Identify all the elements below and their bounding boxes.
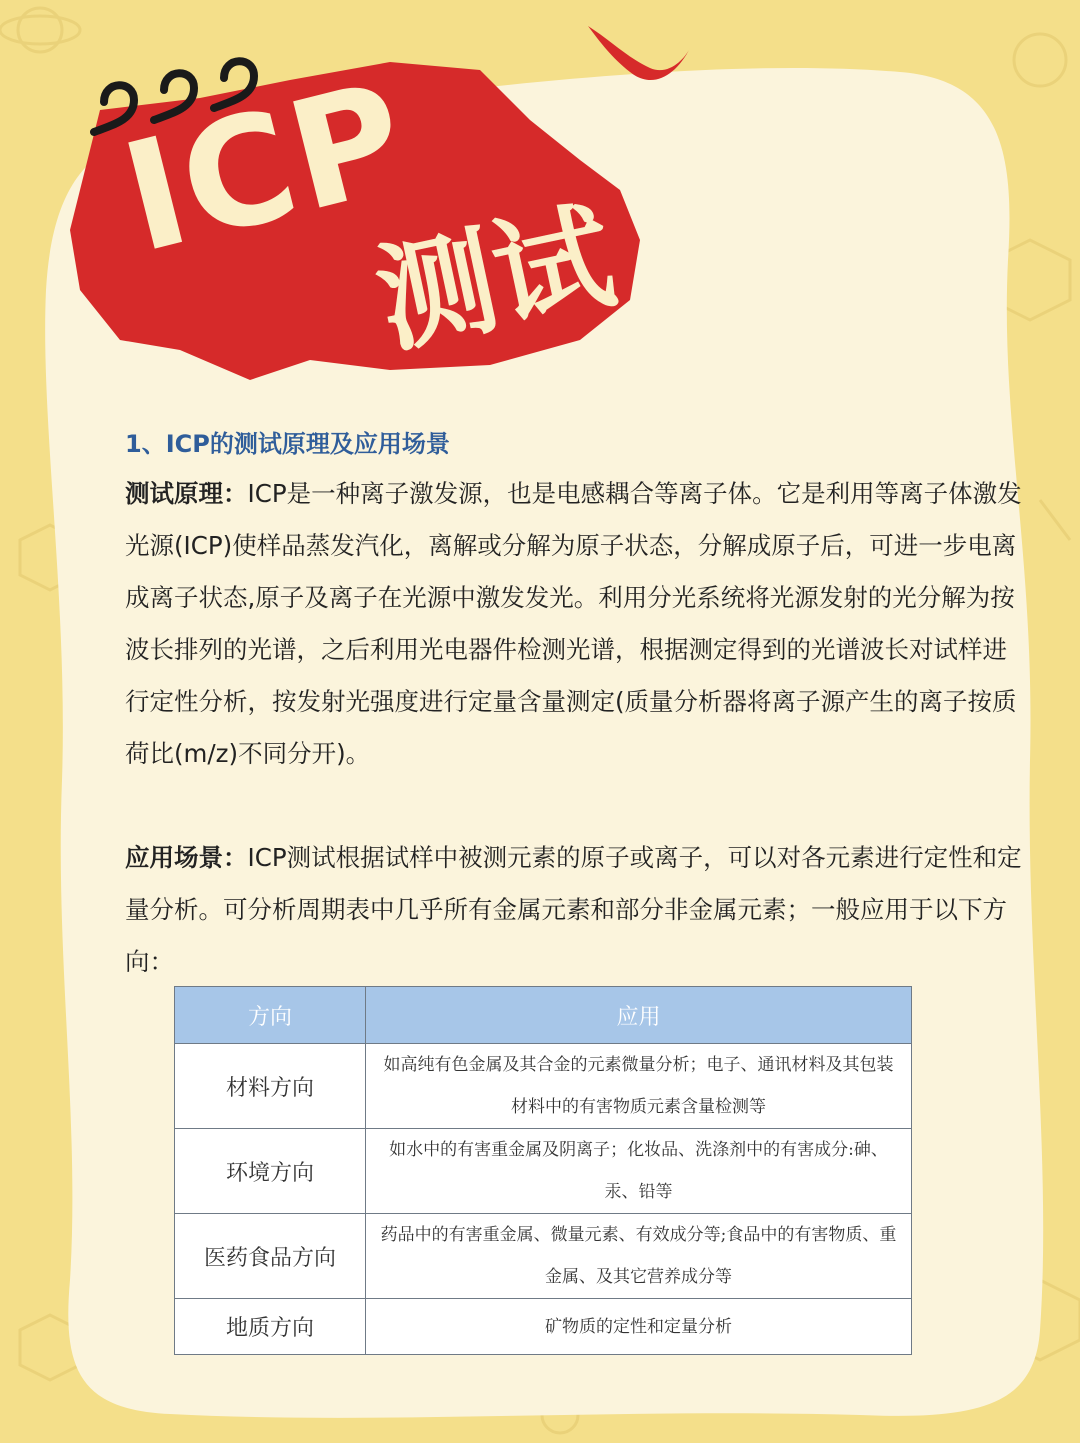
- row-direction: 环境方向: [175, 1129, 366, 1214]
- table-row: [175, 1214, 912, 1299]
- application-text: ICP测试根据试样中被测元素的原子或离子，可以对各元素进行定性和定量分析。可分析周期表中几乎所有金属元素和部分非金属元素；一般应用于以下方向：: [125, 843, 1022, 976]
- row-application: 药品中的有害重金属、微量元素、有效成分等;食品中的有害物质、重金属、及其它营养成分等: [366, 1214, 912, 1299]
- table-header-row: [175, 987, 912, 1044]
- header-direction: 方向: [175, 987, 366, 1044]
- row-application: 如水中的有害重金属及阴离子；化妆品、洗涤剂中的有害成分:砷、汞、铅等: [366, 1129, 912, 1214]
- title-icp: ICP: [108, 49, 424, 287]
- row-direction: 医药食品方向: [175, 1214, 366, 1299]
- table-row: [175, 1044, 912, 1129]
- principle-label: 测试原理：: [125, 479, 248, 508]
- row-application: 矿物质的定性和定量分析: [366, 1299, 912, 1355]
- principle-paragraph: [125, 468, 1030, 780]
- table-row: [175, 1299, 912, 1355]
- table-row: [175, 1129, 912, 1214]
- principle-text: ICP是一种离子激发源，也是电感耦合等离子体。它是利用等离子体激发光源(ICP)使样品蒸发汽化，离解或分解为原子状态，分解成原子后，可进一步电离成离子状态,原子及离子在光源中激发发光。利用分光系统将光源发射的光分解为按波长排列的光谱，之后利用光电器件检测光谱，根据测定得到的光谱波长对试样进行定性分析，按发射光强度进行定量含量测定(质量分析器将离子源产生的离子按质荷比(m/z)不同分开)。: [125, 479, 1022, 768]
- application-label: 应用场景：: [125, 843, 248, 872]
- row-direction: 地质方向: [175, 1299, 366, 1355]
- title-test: 测试: [365, 186, 625, 371]
- row-direction: 材料方向: [175, 1044, 366, 1129]
- header-application: 应用: [366, 987, 912, 1044]
- section-heading: 1、ICP的测试原理及应用场景: [125, 430, 450, 458]
- row-application: 如高纯有色金属及其合金的元素微量分析；电子、通讯材料及其包装材料中的有害物质元素含量检测等: [366, 1044, 912, 1129]
- application-paragraph: [125, 832, 1030, 988]
- application-table: [174, 986, 912, 1355]
